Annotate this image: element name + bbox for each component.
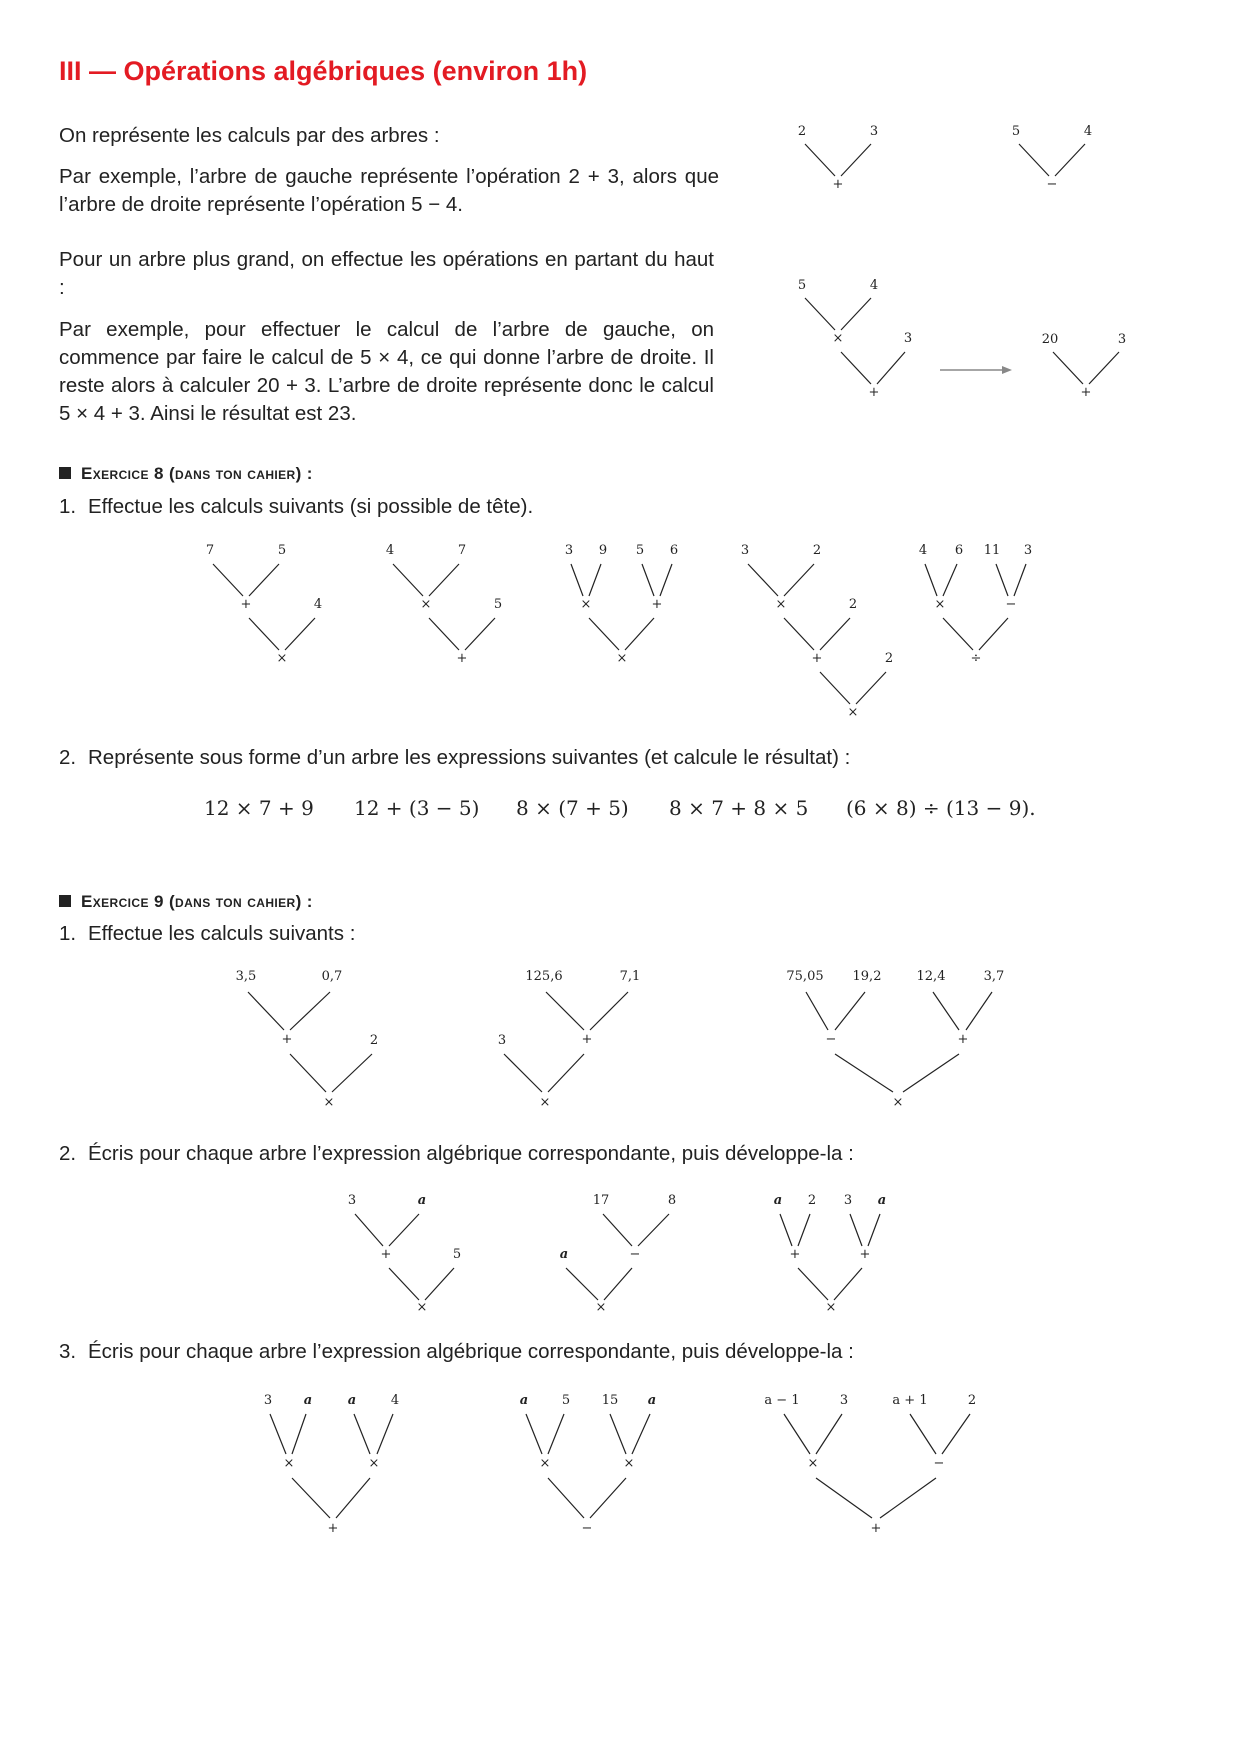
tree-leaf: 2 bbox=[967, 1393, 977, 1408]
item-number: 1. bbox=[59, 922, 77, 945]
tree-operator: × bbox=[580, 597, 592, 612]
tree-leaf: 4 bbox=[869, 278, 879, 293]
tree-leaf: 5 bbox=[493, 597, 503, 612]
tree-operator: − bbox=[933, 1456, 945, 1471]
item-text: Effectue les calculs suivants (si possible de tête). bbox=[88, 495, 534, 518]
tree-leaf: 3,7 bbox=[983, 969, 1005, 984]
tree-operator: × bbox=[825, 1300, 837, 1315]
section-title: III — Opérations algébriques (environ 1h) bbox=[59, 56, 588, 86]
tree-leaf: 3 bbox=[263, 1393, 273, 1408]
tree-leaf: 11 bbox=[983, 543, 1001, 558]
item-number: 1. bbox=[59, 495, 77, 518]
tree-leaf: 5 bbox=[452, 1247, 462, 1262]
exercise-9-q3 bbox=[59, 1340, 854, 1364]
tree-operator: × bbox=[416, 1300, 428, 1315]
tree-operator: − bbox=[825, 1032, 837, 1047]
tree-leaf: a bbox=[303, 1393, 313, 1408]
tree-leaf: 7 bbox=[457, 543, 467, 558]
tree-leaf: a bbox=[519, 1393, 529, 1408]
tree-leaf: 3 bbox=[839, 1393, 849, 1408]
exercise-9-title: Exercice 9 (dans ton cahier) : bbox=[81, 892, 313, 911]
item-number: 2. bbox=[59, 746, 77, 769]
ex8-tree-2 bbox=[380, 542, 510, 672]
ex9-q1-tree-1 bbox=[228, 966, 388, 1116]
expression-2: 12 + (3 − 5) bbox=[354, 796, 480, 820]
intro-paragraph-3: Pour un arbre plus grand, on effectue les opérations en partant du haut : bbox=[59, 248, 714, 299]
tree-operator: × bbox=[623, 1456, 635, 1471]
tree-leaf: a bbox=[773, 1193, 783, 1208]
exercise-9-q1 bbox=[59, 922, 355, 946]
tree-operator: × bbox=[539, 1095, 551, 1110]
exercise-9-q2 bbox=[59, 1142, 854, 1166]
tree-leaf: 5 bbox=[797, 278, 807, 293]
ex9-q2-tree-3 bbox=[762, 1192, 892, 1315]
tree-leaf: 17 bbox=[592, 1193, 610, 1208]
tree-leaf: 15 bbox=[601, 1393, 619, 1408]
tree-leaf: 5 bbox=[635, 543, 645, 558]
tree-leaf: 20 bbox=[1041, 332, 1059, 347]
tree-leaf: 2 bbox=[848, 597, 858, 612]
tree-operator: − bbox=[629, 1247, 641, 1262]
tree-leaf: 8 bbox=[667, 1193, 677, 1208]
ex9-q3-tree-3 bbox=[752, 1390, 1002, 1540]
tree-leaf: 3 bbox=[1023, 543, 1033, 558]
ex8-tree-3 bbox=[560, 542, 690, 672]
intro-tree-after bbox=[1036, 328, 1136, 398]
item-text: Effectue les calculs suivants : bbox=[88, 922, 356, 945]
ex9-q1-tree-3 bbox=[775, 966, 1015, 1116]
tree-leaf: 3 bbox=[869, 124, 879, 139]
tree-leaf: 2 bbox=[369, 1033, 379, 1048]
intro-paragraph-1: On représente les calculs par des arbres : bbox=[59, 124, 440, 147]
tree-operator: + bbox=[327, 1521, 339, 1536]
ex9-q3-tree-1 bbox=[256, 1390, 416, 1540]
tree-leaf: 4 bbox=[918, 543, 928, 558]
tree-operator: × bbox=[847, 705, 859, 720]
square-bullet-icon bbox=[59, 467, 71, 479]
tree-leaf: a + 1 bbox=[892, 1393, 928, 1408]
tree-leaf: 3 bbox=[347, 1193, 357, 1208]
ex8-tree-4 bbox=[735, 542, 905, 732]
tree-leaf: 12,4 bbox=[916, 969, 946, 984]
expression-4: 8 × 7 + 8 × 5 bbox=[669, 796, 809, 820]
tree-leaf: 3 bbox=[497, 1033, 507, 1048]
arrow-icon bbox=[940, 364, 1015, 376]
tree-operator: × bbox=[539, 1456, 551, 1471]
tree-leaf: 6 bbox=[954, 543, 964, 558]
intro-paragraph-2: Par exemple, l’arbre de gauche représente l’opération 2 + 3, alors que l’arbre de droite représente l’opération 5 − 4. bbox=[59, 165, 719, 216]
tree-operator: + bbox=[957, 1032, 969, 1047]
tree-leaf: 4 bbox=[313, 597, 323, 612]
tree-operator: × bbox=[892, 1095, 904, 1110]
exercise-8-q2 bbox=[59, 746, 850, 770]
tree-operator: × bbox=[775, 597, 787, 612]
tree-leaf: 5 bbox=[277, 543, 287, 558]
square-bullet-icon bbox=[59, 895, 71, 907]
tree-operator: − bbox=[1005, 597, 1017, 612]
tree-operator: × bbox=[368, 1456, 380, 1471]
tree-operator: + bbox=[581, 1032, 593, 1047]
tree-leaf: 4 bbox=[385, 543, 395, 558]
tree-operator: ÷ bbox=[970, 651, 982, 666]
tree-operator: + bbox=[789, 1247, 801, 1262]
tree-operator: + bbox=[651, 597, 663, 612]
tree-operator: × bbox=[934, 597, 946, 612]
item-number: 3. bbox=[59, 1340, 77, 1363]
tree-leaf: 5 bbox=[561, 1393, 571, 1408]
tree-leaf: 3,5 bbox=[235, 969, 257, 984]
exercise-8-q1 bbox=[59, 495, 533, 519]
tree-leaf: a bbox=[559, 1247, 569, 1262]
tree-leaf: 0,7 bbox=[321, 969, 343, 984]
tree-leaf: 7 bbox=[205, 543, 215, 558]
tree-operator: + bbox=[281, 1032, 293, 1047]
tree-leaf: 9 bbox=[598, 543, 608, 558]
tree-leaf: 2 bbox=[797, 124, 807, 139]
ex9-q1-tree-2 bbox=[488, 966, 648, 1116]
tree-leaf: 19,2 bbox=[852, 969, 882, 984]
ex9-q3-tree-2 bbox=[508, 1390, 668, 1540]
expression-1: 12 × 7 + 9 bbox=[204, 796, 314, 820]
tree-leaf: 4 bbox=[1083, 124, 1093, 139]
tree-operator: × bbox=[283, 1456, 295, 1471]
tree-operator: + bbox=[240, 597, 252, 612]
tree-operator: + bbox=[870, 1521, 882, 1536]
tree-operator: + bbox=[832, 177, 844, 192]
tree-operator: × bbox=[595, 1300, 607, 1315]
tree-operator: + bbox=[1080, 385, 1092, 400]
intro-tree-before bbox=[790, 274, 920, 400]
item-text: Représente sous forme d’un arbre les expressions suivantes (et calcule le résultat) : bbox=[88, 746, 851, 769]
tree-leaf: a bbox=[877, 1193, 887, 1208]
tree-operator: + bbox=[859, 1247, 871, 1262]
tree-operator: − bbox=[581, 1521, 593, 1536]
exercise-8-heading bbox=[59, 464, 313, 484]
expression-3: 8 × (7 + 5) bbox=[516, 796, 629, 820]
tree-operator: × bbox=[323, 1095, 335, 1110]
tree-leaf: 7,1 bbox=[619, 969, 641, 984]
ex9-q2-tree-2 bbox=[548, 1192, 678, 1315]
tree-leaf: 125,6 bbox=[525, 969, 563, 984]
tree-leaf: 3 bbox=[740, 543, 750, 558]
tree-leaf: 3 bbox=[1117, 332, 1127, 347]
item-number: 2. bbox=[59, 1142, 77, 1165]
tree-operator: × bbox=[420, 597, 432, 612]
tree-leaf: 2 bbox=[884, 651, 894, 666]
ex9-q2-tree-1 bbox=[340, 1192, 470, 1315]
tree-operator: + bbox=[868, 385, 880, 400]
tree-operator: × bbox=[832, 331, 844, 346]
tree-operator: × bbox=[276, 651, 288, 666]
intro-tree-addition bbox=[790, 120, 890, 190]
tree-leaf: 6 bbox=[669, 543, 679, 558]
tree-leaf: a bbox=[647, 1393, 657, 1408]
tree-operator: + bbox=[811, 651, 823, 666]
item-text: Écris pour chaque arbre l’expression algébrique correspondante, puis développe-la : bbox=[88, 1340, 854, 1363]
intro-paragraph-4: Par exemple, pour effectuer le calcul de l’arbre de gauche, on commence par faire le calcul de 5 × 4, ce qui donne l’arbre de droite. Il reste alors à calculer 20 + 3. L’arbre de droite représente donc le calcul 5 × 4 + 3. Ainsi le résultat est 23. bbox=[59, 318, 714, 425]
tree-operator: × bbox=[616, 651, 628, 666]
tree-operator: × bbox=[807, 1456, 819, 1471]
tree-operator: + bbox=[456, 651, 468, 666]
ex8-tree-1 bbox=[200, 542, 330, 672]
tree-leaf: 75,05 bbox=[786, 969, 824, 984]
tree-leaf: 3 bbox=[564, 543, 574, 558]
tree-operator: − bbox=[1046, 177, 1058, 192]
tree-leaf: 2 bbox=[812, 543, 822, 558]
tree-leaf: 4 bbox=[390, 1393, 400, 1408]
tree-leaf: a − 1 bbox=[764, 1393, 800, 1408]
exercise-8-title: Exercice 8 (dans ton cahier) : bbox=[81, 464, 313, 483]
tree-operator: + bbox=[380, 1247, 392, 1262]
tree-leaf: 3 bbox=[843, 1193, 853, 1208]
exercise-9-heading bbox=[59, 892, 313, 912]
item-text: Écris pour chaque arbre l’expression algébrique correspondante, puis développe-la : bbox=[88, 1142, 854, 1165]
tree-leaf: 5 bbox=[1011, 124, 1021, 139]
ex8-tree-5 bbox=[914, 542, 1044, 672]
tree-leaf: a bbox=[417, 1193, 427, 1208]
intro-tree-subtraction bbox=[1004, 120, 1104, 190]
tree-leaf: 3 bbox=[903, 331, 913, 346]
tree-leaf: a bbox=[347, 1393, 357, 1408]
tree-leaf: 2 bbox=[807, 1193, 817, 1208]
expression-5: (6 × 8) ÷ (13 − 9). bbox=[846, 796, 1036, 820]
